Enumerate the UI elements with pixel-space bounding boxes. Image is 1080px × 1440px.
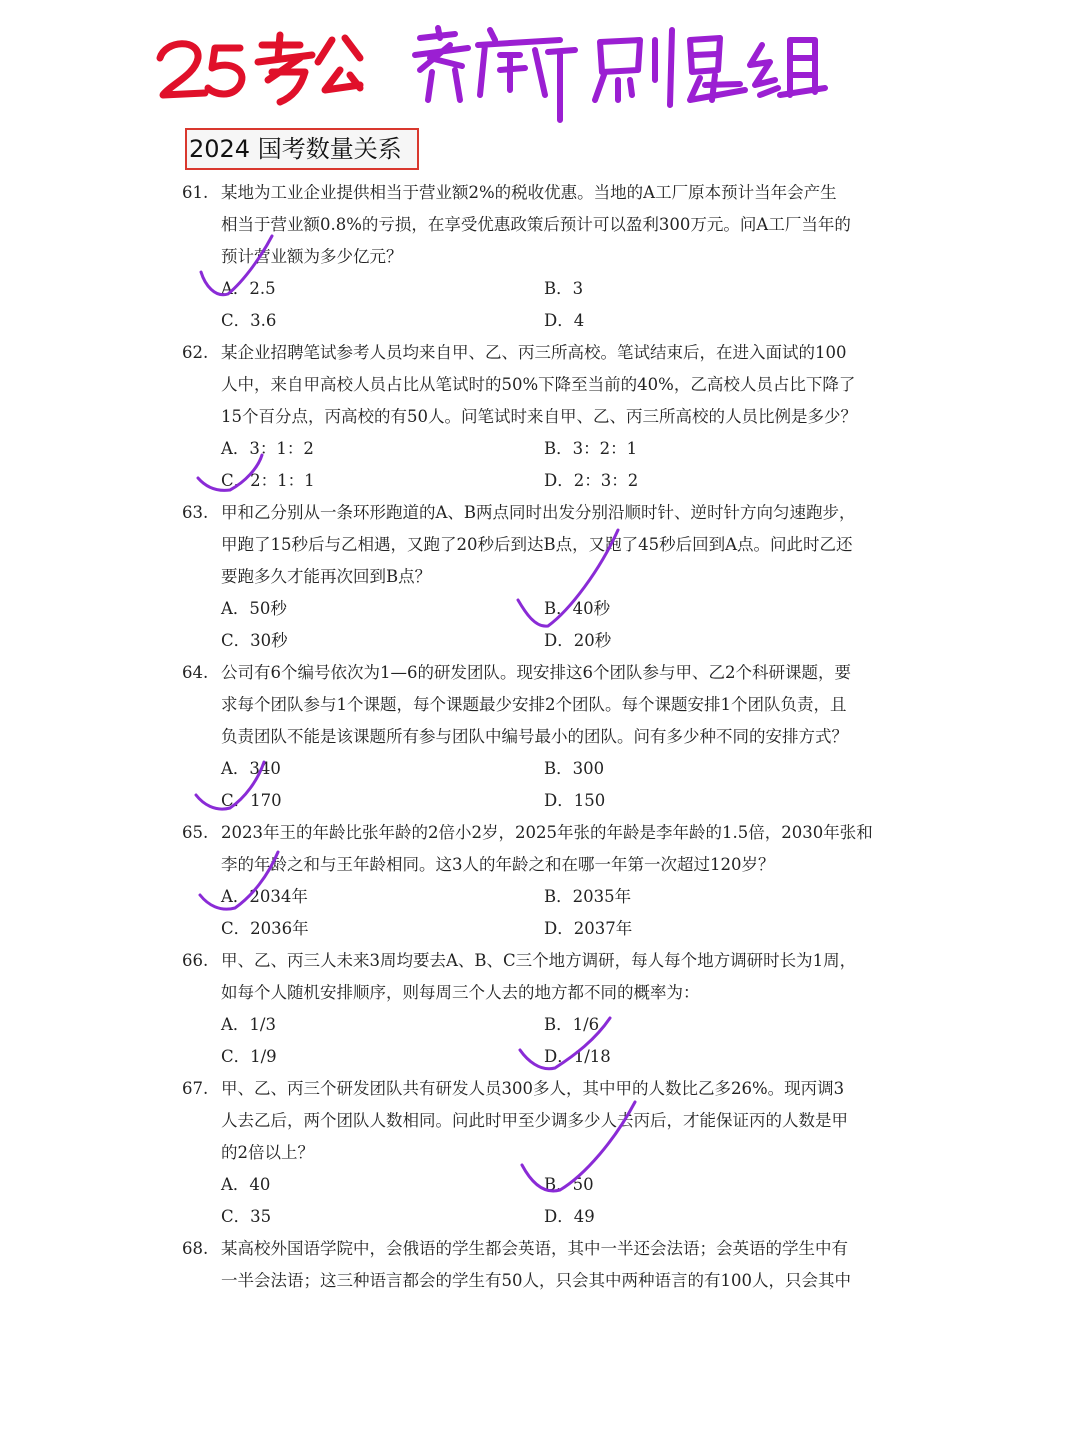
question-text: 求每个团队参与1个课题，每个课题最少安排2个团队。每个课题安排1个团队负责，且 bbox=[221, 695, 847, 714]
option-a: A．2.5 bbox=[221, 279, 276, 298]
question-text: 负责团队不能是该课题所有参与团队中编号最小的团队。问有多少种不同的安排方式？ bbox=[221, 727, 848, 746]
option-b: B．2035年 bbox=[544, 887, 632, 906]
question-text: 15个百分点，丙高校的有50人。问笔试时来自甲、乙、丙三所高校的人员比例是多少？ bbox=[221, 407, 857, 426]
option-b: B．50 bbox=[544, 1175, 594, 1194]
option-a: A．50秒 bbox=[221, 599, 287, 618]
question-text: 的2倍以上？ bbox=[221, 1143, 314, 1162]
question-number: 66. bbox=[182, 951, 209, 970]
question-text: 某地为工业企业提供相当于营业额2%的税收优惠。当地的A工厂原本预计当年会产生 bbox=[221, 183, 837, 202]
question-61 bbox=[182, 177, 902, 337]
option-d: D．1/18 bbox=[544, 1047, 611, 1066]
question-62 bbox=[182, 337, 902, 497]
question-64 bbox=[182, 657, 902, 817]
option-b: B．3 bbox=[544, 279, 584, 298]
question-text: 甲跑了15秒后与乙相遇，又跑了20秒后到达B点，又跑了45秒后回到A点。问此时乙还 bbox=[221, 535, 853, 554]
question-number: 64. bbox=[182, 663, 209, 682]
question-text: 甲和乙分别从一条环形跑道的A、B两点同时出发分别沿顺时针、逆时针方向匀速跑步， bbox=[221, 503, 856, 522]
option-d: D．2037年 bbox=[544, 919, 633, 938]
question-number: 65. bbox=[182, 823, 209, 842]
option-c: C．35 bbox=[221, 1207, 272, 1226]
option-b: B．300 bbox=[544, 759, 605, 778]
question-text: 甲、乙、丙三人未来3周均要去A、B、C三个地方调研，每人每个地方调研时长为1周， bbox=[221, 951, 857, 970]
option-c: C．2：1：1 bbox=[221, 471, 315, 490]
question-text: 2023年王的年龄比张年龄的2倍小2岁，2025年张的年龄是李年龄的1.5倍，2030年张和 bbox=[221, 823, 873, 842]
option-a: A．1/3 bbox=[221, 1015, 276, 1034]
question-text: 李的年龄之和与王年龄相同。这3人的年龄之和在哪一年第一次超过120岁？ bbox=[221, 855, 775, 874]
question-67 bbox=[182, 1073, 902, 1233]
question-text: 公司有6个编号依次为1—6的研发团队。现安排这6个团队参与甲、乙2个科研课题，要 bbox=[221, 663, 851, 682]
question-63 bbox=[182, 497, 902, 657]
option-c: C．2036年 bbox=[221, 919, 309, 938]
option-d: D．20秒 bbox=[544, 631, 612, 650]
option-d: D．49 bbox=[544, 1207, 595, 1226]
question-text: 某企业招聘笔试参考人员均来自甲、乙、丙三所高校。笔试结束后，在进入面试的100 bbox=[221, 343, 847, 362]
option-d: D．2：3：2 bbox=[544, 471, 639, 490]
handwritten-title-drawing bbox=[0, 0, 1080, 130]
question-text: 甲、乙、丙三个研发团队共有研发人员300多人，其中甲的人数比乙多26%。现丙调3 bbox=[221, 1079, 845, 1098]
section-title: 2024 国考数量关系 bbox=[185, 128, 419, 170]
option-b: B．3：2：1 bbox=[544, 439, 638, 458]
question-number: 67. bbox=[182, 1079, 209, 1098]
question-text: 如每个人随机安排顺序，则每周三个人去的地方都不同的概率为： bbox=[221, 983, 700, 1002]
option-b: B．1/6 bbox=[544, 1015, 600, 1034]
option-a: A．3：1：2 bbox=[221, 439, 314, 458]
option-b: B．40秒 bbox=[544, 599, 611, 618]
question-text: 人去乙后，两个团队人数相同。问此时甲至少调多少人去丙后，才能保证丙的人数是甲 bbox=[221, 1111, 848, 1130]
question-number: 61. bbox=[182, 183, 209, 202]
question-text: 相当于营业额0.8%的亏损，在享受优惠政策后预计可以盈利300万元。问A工厂当年的 bbox=[221, 215, 851, 234]
question-66 bbox=[182, 945, 902, 1073]
question-68 bbox=[182, 1233, 902, 1297]
question-number: 68. bbox=[182, 1239, 209, 1258]
question-text: 预计营业额为多少亿元？ bbox=[221, 247, 403, 266]
option-c: C．1/9 bbox=[221, 1047, 277, 1066]
option-a: A．2034年 bbox=[221, 887, 308, 906]
question-number: 62. bbox=[182, 343, 209, 362]
question-text: 一半会法语；这三种语言都会的学生有50人，只会其中两种语言的有100人，只会其中 bbox=[221, 1271, 851, 1290]
handwritten-title bbox=[0, 0, 1080, 130]
question-text: 要跑多久才能再次回到B点？ bbox=[221, 567, 432, 586]
option-c: C．170 bbox=[221, 791, 282, 810]
option-d: D．150 bbox=[544, 791, 606, 810]
question-number: 63. bbox=[182, 503, 209, 522]
question-65 bbox=[182, 817, 902, 945]
question-text: 人中，来自甲高校人员占比从笔试时的50%下降至当前的40%，乙高校人员占比下降了 bbox=[221, 375, 856, 394]
option-a: A．340 bbox=[221, 759, 281, 778]
option-d: D．4 bbox=[544, 311, 585, 330]
option-c: C．30秒 bbox=[221, 631, 288, 650]
option-a: A．40 bbox=[221, 1175, 271, 1194]
option-c: C．3.6 bbox=[221, 311, 277, 330]
question-text: 某高校外国语学院中，会俄语的学生都会英语，其中一半还会法语；会英语的学生中有 bbox=[221, 1239, 848, 1258]
